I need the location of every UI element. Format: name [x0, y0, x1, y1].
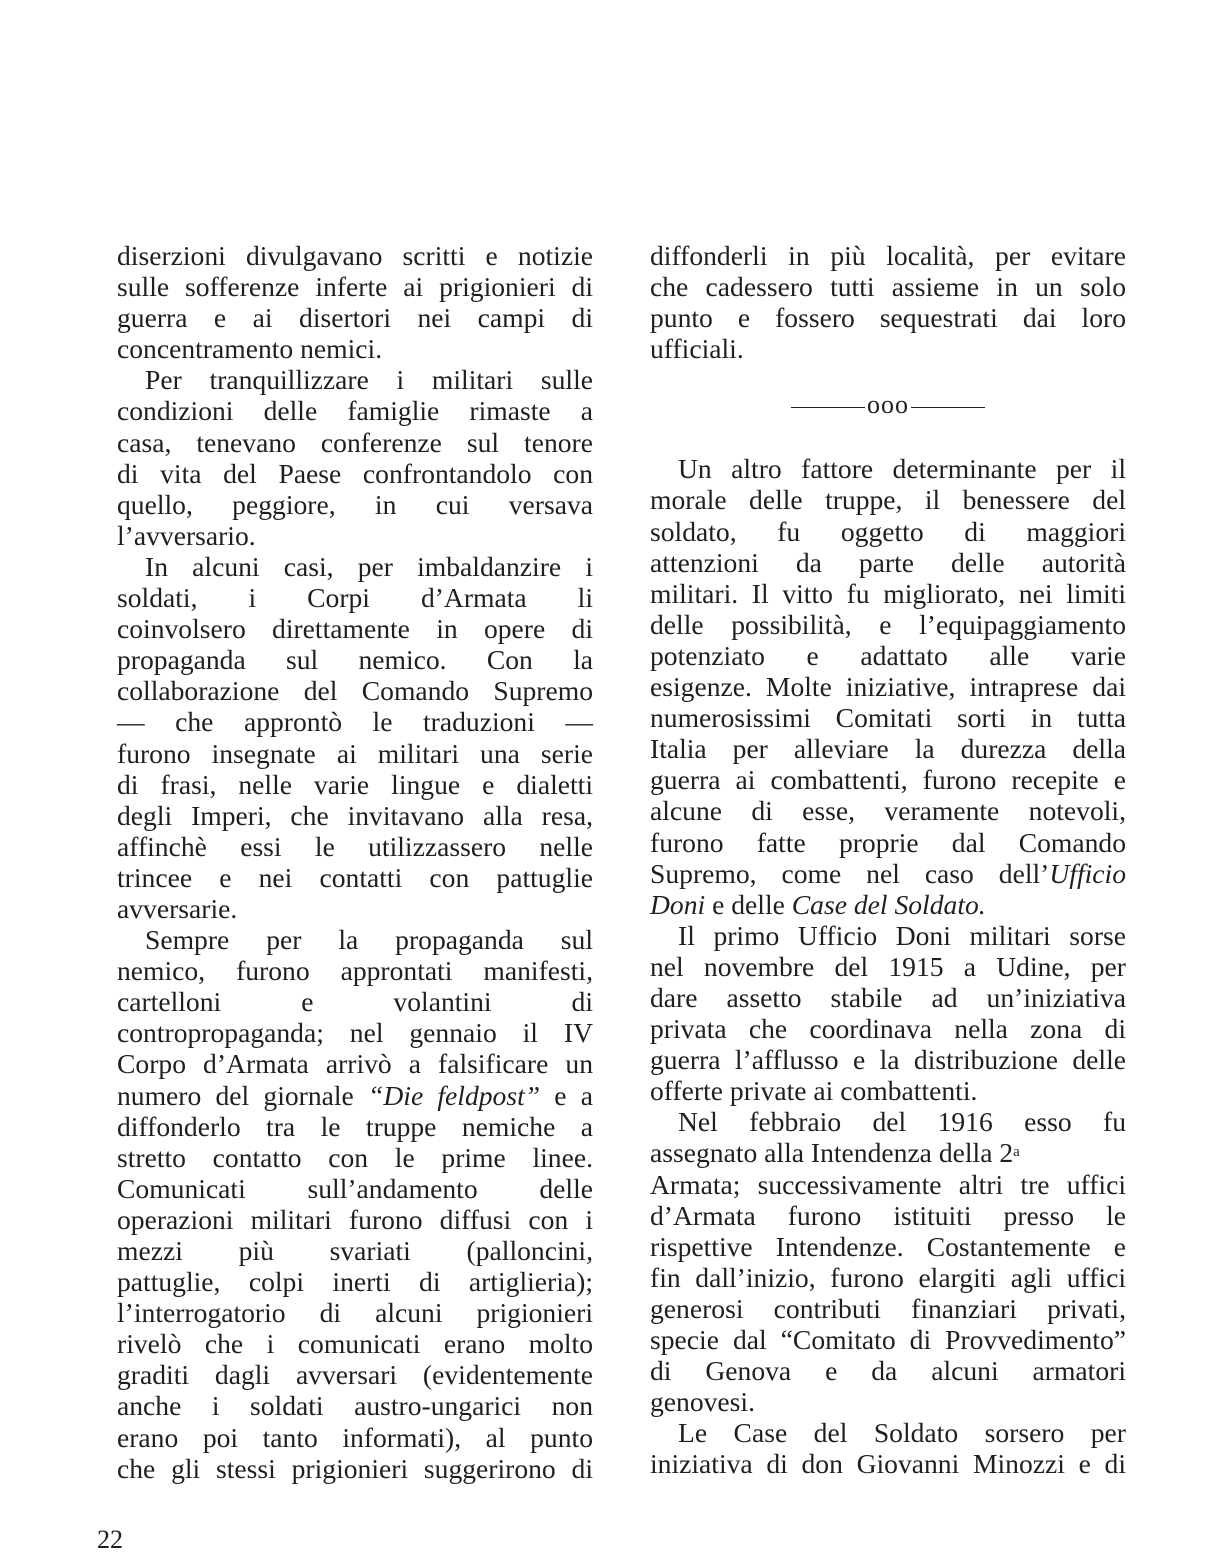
superscript: a	[1013, 1144, 1020, 1161]
text-line: d’Armata furono istituiti presso le	[650, 1199, 1126, 1231]
text-line: guerra l’afflusso e la distribuzione delle	[650, 1044, 1126, 1076]
text-line: Comunicati sull’andamento delle	[117, 1172, 593, 1204]
text-line: che gli stessi prigionieri suggerirono di	[117, 1452, 593, 1484]
text-line: condizioni delle famiglie rimaste a	[117, 395, 593, 427]
text-run: e delle	[705, 888, 792, 920]
text-line: rivelò che i comunicati erano molto	[117, 1328, 593, 1360]
text-line: alcune di esse, veramente notevoli,	[650, 795, 1126, 827]
text-run: numero del giornale	[117, 1079, 368, 1111]
text-line: punto e fossero sequestrati dai loro	[650, 302, 1126, 334]
text-line: nel novembre del 1915 a Udine, per	[650, 950, 1126, 982]
text-line: cartelloni e volantini di	[117, 986, 593, 1018]
text-line: offerte private ai combattenti.	[650, 1075, 978, 1107]
text-line: quello, peggiore, in cui versava	[117, 488, 593, 520]
text-line: guerra e ai disertori nei campi di	[117, 302, 593, 334]
right-column-top	[650, 240, 1126, 364]
text-line: diffonderli in più località, per evitare	[650, 240, 1126, 271]
text-line: collaborazione del Comando Supremo	[117, 675, 593, 707]
text-line: soldato, fu oggetto di maggiori	[650, 515, 1126, 547]
right-column	[650, 240, 1126, 1479]
italic-run: Doni	[650, 888, 706, 920]
italic-run: Ufficio	[1049, 857, 1126, 889]
text-line: dare assetto stabile ad un’iniziativa	[650, 981, 1126, 1013]
text-line: propaganda sul nemico. Con la	[117, 644, 593, 676]
text-line: Per tranquillizzare i militari sulle	[145, 364, 593, 396]
text-line	[650, 858, 1126, 889]
text-line: ufficiali.	[650, 333, 744, 365]
text-line: nemico, furono approntati manifesti,	[117, 955, 593, 987]
text-line: l’avversario.	[117, 519, 256, 551]
text-line: di vita del Paese confrontandolo con	[117, 457, 593, 489]
text-line: Nel febbraio del 1916 esso fu	[678, 1106, 1126, 1138]
text-line: di frasi, nelle varie lingue e dialetti	[117, 768, 593, 800]
right-column-bottom	[650, 453, 1126, 1479]
text-line: degli Imperi, che invitavano alla resa,	[117, 799, 593, 831]
text-line: trincee e nei contatti con pattuglie	[117, 861, 593, 893]
text-line: di Genova e da alcuni armatori	[650, 1355, 1126, 1387]
text-line: concentramento nemici.	[117, 333, 383, 365]
text-line: avversarie.	[117, 892, 238, 924]
page-number: 22	[97, 1525, 123, 1554]
text-line: contropropaganda; nel gennaio il IV	[117, 1017, 593, 1049]
text-line: Le Case del Soldato sorsero per	[678, 1417, 1126, 1449]
text-line: coinvolsero direttamente in opere di	[117, 613, 593, 645]
text-line: morale delle truppe, il benessere del	[650, 484, 1126, 516]
text-line: l’interrogatorio di alcuni prigionieri	[117, 1297, 593, 1329]
text-line: furono fatte proprie dal Comando	[650, 826, 1126, 858]
text-line: fin dall’inizio, furono elargiti agli uffici	[650, 1261, 1126, 1293]
text-line: erano poi tanto informati), al punto	[117, 1421, 593, 1453]
text-line: furono insegnate ai militari una serie	[117, 737, 593, 769]
text-line: generosi contributi finanziari privati,	[650, 1292, 1126, 1324]
text-line: operazioni militari furono diffusi con i	[117, 1203, 593, 1235]
text-line: privata che coordinava nella zona di	[650, 1013, 1126, 1045]
text-line: Il primo Ufficio Doni militari sorse	[678, 919, 1126, 951]
text-line: In alcuni casi, per imbaldanzire i	[145, 550, 593, 582]
text-line: militari. Il vitto fu migliorato, nei limiti	[650, 577, 1126, 609]
text-line: potenziato e adattato alle varie	[650, 639, 1126, 671]
text-line: graditi dagli avversari (evidentemente	[117, 1359, 593, 1391]
text-line: genovesi.	[650, 1386, 755, 1418]
text-line: soldati, i Corpi d’Armata li	[117, 582, 593, 614]
section-separator	[650, 392, 1126, 423]
text-line	[650, 889, 1126, 920]
text-line: diffonderlo tra le truppe nemiche a	[117, 1110, 593, 1142]
text-line: numerosissimi Comitati sorti in tutta	[650, 702, 1126, 734]
text-line	[650, 1137, 1126, 1168]
text-line: Sempre per la propaganda sul	[145, 924, 593, 956]
separator-mark: ooo	[867, 390, 909, 420]
text-line: anche i soldati austro-ungarici non	[117, 1390, 593, 1422]
italic-run: “Die feldpost”	[368, 1079, 541, 1111]
separator-rule-right	[911, 407, 985, 408]
text-line: casa, tenevano conferenze sul tenore	[117, 426, 593, 458]
text-line: Armata; successivamente altri tre uffici	[650, 1168, 1126, 1200]
text-line: sulle sofferenze inferte ai prigionieri di	[117, 271, 593, 303]
text-line	[117, 1080, 593, 1111]
text-line: delle possibilità, e l’equipaggiamento	[650, 608, 1126, 640]
text-line: mezzi più svariati (palloncini,	[117, 1235, 593, 1266]
text-line: affinchè essi le utilizzassero nelle	[117, 830, 593, 862]
text-line: iniziativa di don Giovanni Minozzi e di	[650, 1448, 1126, 1480]
text-line: che cadessero tutti assieme in un solo	[650, 271, 1126, 303]
text-line: Un altro fattore determinante per il	[678, 453, 1126, 485]
left-column	[117, 240, 593, 1484]
text-line: attenzioni da parte delle autorità	[650, 546, 1126, 578]
text-line: stretto contatto con le prime linee.	[117, 1141, 593, 1173]
text-run: e a	[540, 1079, 593, 1111]
separator-rule-left	[791, 407, 865, 408]
text-line: pattuglie, colpi inerti di artiglieria);	[117, 1266, 593, 1298]
text-line: guerra ai combattenti, furono recepite e	[650, 764, 1126, 796]
text-line: diserzioni divulgavano scritti e notizie	[117, 240, 593, 271]
text-run: Supremo, come nel caso dell’	[650, 857, 1050, 889]
text-line: rispettive Intendenze. Costantemente e	[650, 1230, 1126, 1262]
text-line: — che approntò le traduzioni —	[117, 706, 593, 738]
text-line: Italia per alleviare la durezza della	[650, 733, 1126, 765]
text-run: assegnato alla Intendenza della 2	[650, 1137, 1014, 1169]
text-line: esigenze. Molte iniziative, intraprese dai	[650, 671, 1126, 703]
text-line: Corpo d’Armata arrivò a falsificare un	[117, 1048, 593, 1080]
text-line: specie dal “Comitato di Provvedimento”	[650, 1324, 1126, 1355]
italic-run: Case del Soldato.	[791, 888, 986, 920]
